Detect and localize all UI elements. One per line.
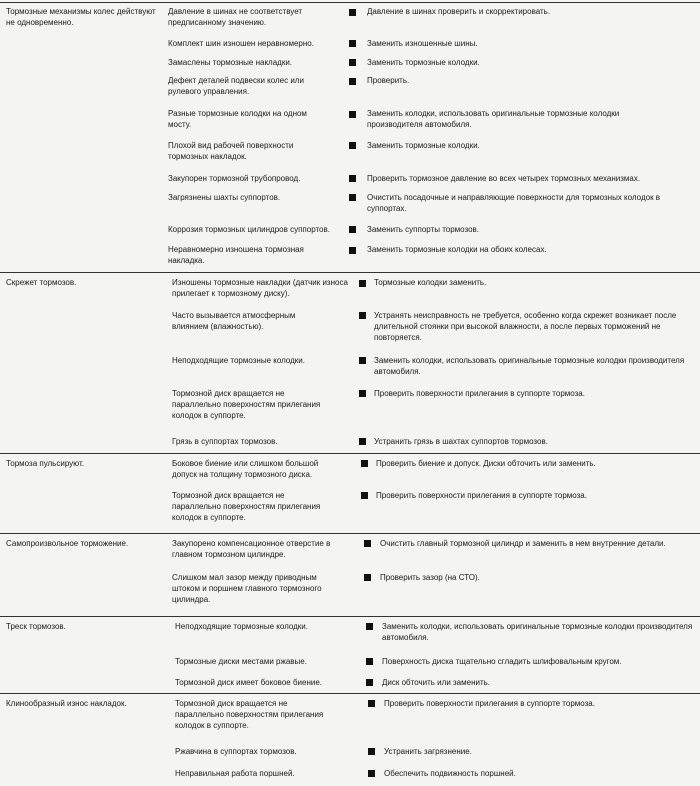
bullet-marker: [368, 748, 375, 755]
remedy-text: Заменить тормозные колодки.: [367, 141, 480, 150]
symptom-text: Клинообразный износ накладок.: [6, 699, 127, 708]
bullet-marker: [361, 492, 368, 499]
bullet-marker: [366, 623, 373, 630]
section-divider: [0, 693, 700, 694]
remedy-text: Заменить суппорты тормозов.: [367, 225, 480, 234]
bullet-marker: [349, 9, 356, 16]
remedy-text: Проверить.: [367, 76, 410, 85]
cause-text: Тормозной диск вращается не параллельно поверхностям прилегания колодок в суппорте.: [175, 699, 324, 730]
cause-text: Неправильная работа поршней.: [175, 769, 295, 778]
cause-text: Тормозные диски местами ржавые.: [175, 657, 307, 666]
symptom-text: Треск тормозов.: [6, 622, 66, 631]
cause-text: Неравномерно изношена тормозная накладка.: [168, 245, 304, 265]
section-divider: [0, 272, 700, 273]
cause-text: Тормозной диск имеет боковое биение.: [175, 678, 323, 687]
cause-text: Изношены тормозные накладки (датчик износа прилегает к тормозному диску).: [172, 278, 348, 298]
remedy-text: Очистить главный тормозной цилиндр и заменить в нем внутренние детали.: [380, 539, 666, 548]
cause-text: Комплект шин изношен неравномерно.: [168, 39, 314, 48]
remedy-text: Проверить поверхности прилегания в суппорте тормоза.: [384, 699, 595, 708]
cause-text: Закупорено компенсационное отверстие в главном тормозном цилиндре.: [172, 539, 331, 559]
bullet-marker: [349, 175, 356, 182]
remedy-text: Проверить поверхности прилегания в суппорте тормоза.: [376, 491, 587, 500]
cause-text: Загрязнены шахты суппортов.: [168, 193, 281, 202]
remedy-text: Обеспечить подвижность поршней.: [384, 769, 516, 778]
bullet-marker: [349, 111, 356, 118]
bullet-marker: [359, 438, 366, 445]
remedy-text: Давление в шинах проверить и скорректировать.: [367, 7, 551, 16]
bullet-marker: [349, 226, 356, 233]
cause-text: Плохой вид рабочей поверхности тормозных накладок.: [168, 141, 294, 161]
cause-text: Разные тормозные колодки на одном мосту.: [168, 109, 307, 129]
bullet-marker: [366, 679, 373, 686]
cause-text: Неподходящие тормозные колодки.: [175, 622, 308, 631]
remedy-text: Устранять неисправность не требуется, особенно когда скрежет возникает после длительной стоянки при высокой влажности, а после первых торможений не повторяется.: [374, 311, 677, 342]
symptom-text: Скрежет тормозов.: [6, 278, 77, 287]
section-divider: [0, 616, 700, 617]
remedy-text: Очистить посадочные и направляющие поверхности для тормозных колодок в суппортах.: [367, 193, 661, 213]
remedy-text: Устранить загрязнение.: [384, 747, 472, 756]
cause-text: Слишком мал зазор между приводным штоком и поршнем главного тормозного цилиндра.: [172, 573, 322, 604]
remedy-text: Устранить грязь в шахтах суппортов тормозов.: [374, 437, 548, 446]
cause-text: Замаслены тормозные накладки.: [168, 58, 293, 67]
bullet-marker: [364, 540, 371, 547]
section-divider: [0, 533, 700, 534]
remedy-text: Проверить биение и допуск. Диски обточить или заменить.: [376, 459, 596, 468]
remedy-text: Проверить тормозное давление во всех четырех тормозных механизмах.: [367, 174, 641, 183]
section-divider: [0, 453, 700, 454]
bullet-marker: [359, 312, 366, 319]
cause-text: Грязь в суппортах тормозов.: [172, 437, 278, 446]
section-divider: [0, 2, 700, 3]
cause-text: Неподходящие тормозные колодки.: [172, 356, 305, 365]
remedy-text: Диск обточить или заменить.: [382, 678, 491, 687]
bullet-marker: [364, 574, 371, 581]
bullet-marker: [359, 390, 366, 397]
remedy-text: Поверхность диска тщательно сгладить шлифовальным кругом.: [382, 657, 622, 666]
remedy-text: Заменить изношенные шины.: [367, 39, 478, 48]
remedy-text: Проверить поверхности прилегания в суппорте тормоза.: [374, 389, 585, 398]
bullet-marker: [349, 194, 356, 201]
remedy-text: Проверить зазор (на СТО).: [380, 573, 480, 582]
bullet-marker: [368, 700, 375, 707]
remedy-text: Заменить тормозные колодки.: [367, 58, 480, 67]
bullet-marker: [349, 59, 356, 66]
remedy-text: Заменить колодки, использовать оригинальные тормозные колодки производителя автомобиля.: [374, 356, 685, 376]
cause-text: Давление в шинах не соответствует предписанному значению.: [168, 7, 303, 27]
symptom-text: Тормоза пульсируют.: [6, 459, 85, 468]
remedy-text: Заменить колодки, использовать оригинальные тормозные колодки производителя автомобиля.: [382, 622, 693, 642]
bullet-marker: [359, 280, 366, 287]
bullet-marker: [359, 357, 366, 364]
cause-text: Дефект деталей подвески колес или рулевого управления.: [168, 76, 304, 96]
bullet-marker: [349, 40, 356, 47]
symptom-text: Тормозные механизмы колес действуют не одновременно.: [6, 7, 156, 27]
cause-text: Коррозия тормозных цилиндров суппортов.: [168, 225, 330, 234]
bullet-marker: [361, 460, 368, 467]
bullet-marker: [366, 658, 373, 665]
symptom-text: Самопроизвольное торможение.: [6, 539, 129, 548]
bullet-marker: [349, 247, 356, 254]
cause-text: Закупорен тормозной трубопровод.: [168, 174, 301, 183]
remedy-text: Заменить колодки, использовать оригинальные тормозные колодки производителя автомобиля.: [367, 109, 620, 129]
bullet-marker: [368, 770, 375, 777]
cause-text: Ржавчина в суппортах тормозов.: [175, 747, 297, 756]
remedy-text: Тормозные колодки заменить.: [374, 278, 487, 287]
bullet-marker: [349, 142, 356, 149]
cause-text: Тормозной диск вращается не параллельно поверхностям прилегания колодок в суппорте.: [172, 491, 321, 522]
cause-text: Часто вызывается атмосферным влиянием (влажностью).: [172, 311, 296, 331]
remedy-text: Заменить тормозные колодки на обоих колесах.: [367, 245, 547, 254]
bullet-marker: [349, 78, 356, 85]
cause-text: Тормозной диск вращается не параллельно поверхностям прилегания колодок в суппорте.: [172, 389, 321, 420]
cause-text: Боковое биение или слишком большой допуск на толщину тормозного диска.: [172, 459, 319, 479]
